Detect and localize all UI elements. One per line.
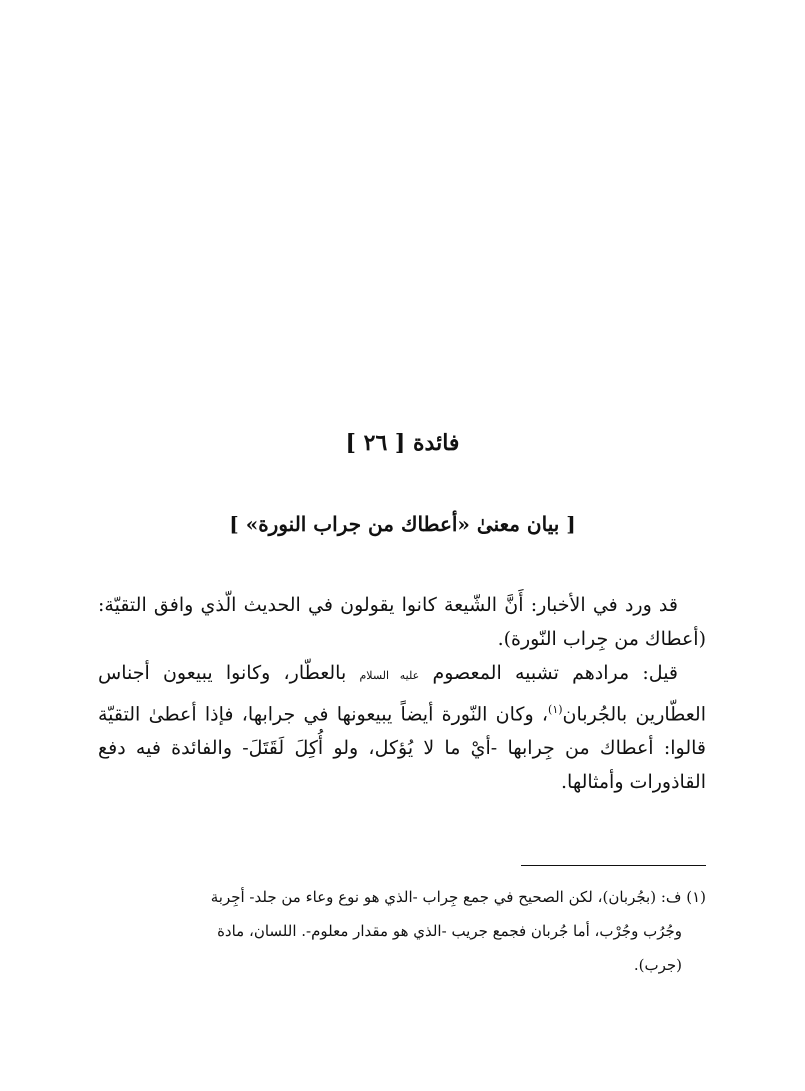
- footnote-divider: [521, 865, 706, 866]
- paragraph-2: [98, 656, 706, 799]
- footnote-line-3: (جرب).: [633, 956, 682, 974]
- footnote-line-1: (١) ف: (بجُربان)، لكن الصحيح في جمع جِراب -الذي هو نوع وعاء من جلد- أجِربة: [210, 888, 706, 906]
- paragraph-2-part-2: بالعطّار، وكانوا يبيعون أجناس العطّارين بالجُربان: [98, 662, 706, 726]
- paragraph-2-part-1: قيل: مرادهم تشبيه المعصوم: [432, 662, 679, 684]
- footnote-line-2: وجُرُب وجُرْب، أما جُربان فجمع جريب -الذي هو مقدار معلوم-. اللسان، مادة: [217, 922, 682, 940]
- section-heading: [0, 430, 805, 456]
- body-text: [98, 588, 706, 799]
- honorific-text: عليه السلام: [359, 669, 420, 682]
- footnote-reference[interactable]: (١): [548, 703, 563, 716]
- paragraph-1: قد ورد في الأخبار: أَنَّ الشّيعة كانوا يقولون في الحديث الّذي وافق التقيّة: (أعطاك من جِراب النّورة).: [98, 594, 706, 650]
- footnote: [98, 880, 706, 982]
- heading-number: [ ٢٦ ]: [345, 430, 406, 456]
- paragraph-2-part-3: ، وكان النّورة أيضاً يبيعونها في جرابها، فإذا أعطىٰ التقيّة قالوا: أعطاك من جِرابها -أيْ ما لا يُؤكل، ولو أُكِلَ لَقَتَلَ- والفائدة فيه دفع القاذورات وأمثالها.: [98, 703, 706, 794]
- section-subheading: [ بيان معنىٰ «أعطاك من جراب النورة» ]: [229, 512, 576, 536]
- heading-label: فائدة: [413, 430, 460, 456]
